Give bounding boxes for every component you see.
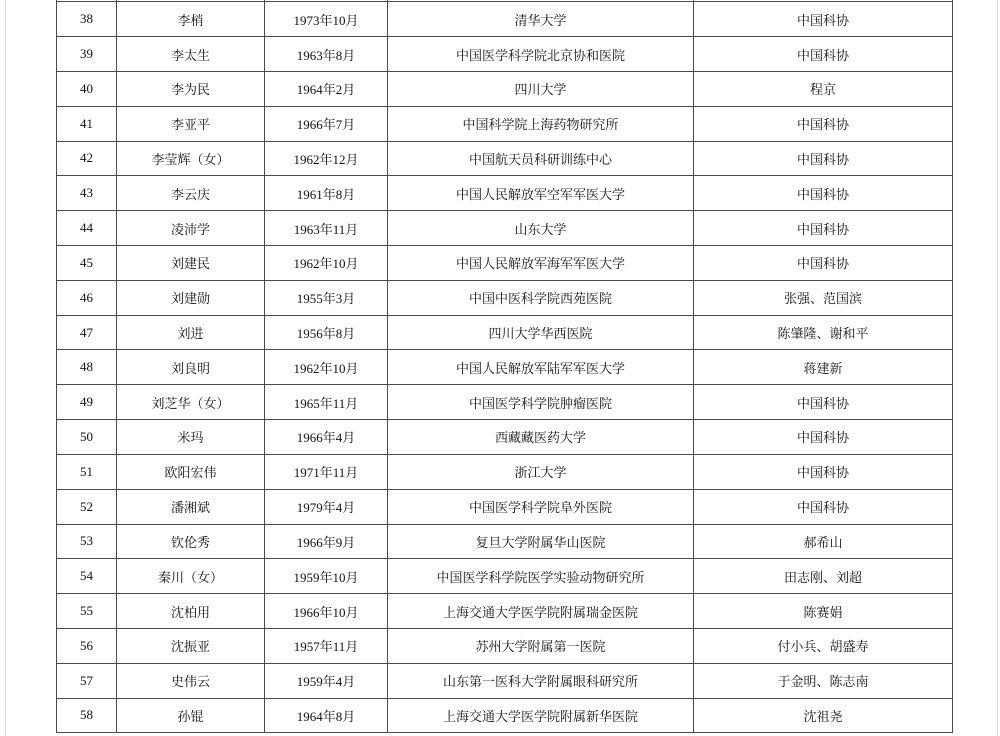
cell-nominator: 中国科协 xyxy=(694,37,953,72)
cell-nominator: 中国科协 xyxy=(694,211,953,246)
table-row xyxy=(57,698,953,733)
cell-index: 53 xyxy=(57,524,117,559)
cell-birth-date: 1973年10月 xyxy=(265,2,388,37)
cell-nominator: 蒋建新 xyxy=(694,350,953,385)
cell-index: 56 xyxy=(57,628,117,663)
cell-nominator: 中国科协 xyxy=(694,454,953,489)
cell-work-unit: 苏州大学附属第一医院 xyxy=(388,628,694,663)
cell-name: 凌沛学 xyxy=(117,211,265,246)
cell-name: 李云庆 xyxy=(117,176,265,211)
cell-name: 李梢 xyxy=(117,2,265,37)
cell-nominator: 郝希山 xyxy=(694,524,953,559)
candidates-table xyxy=(56,0,953,733)
cell-birth-date: 1966年4月 xyxy=(265,420,388,455)
cell-nominator: 中国科协 xyxy=(694,420,953,455)
cell-nominator: 中国科协 xyxy=(694,246,953,281)
table-row xyxy=(57,106,953,141)
table-row xyxy=(57,454,953,489)
cell-name: 沈振亚 xyxy=(117,628,265,663)
table-row xyxy=(57,211,953,246)
cell-index: 54 xyxy=(57,559,117,594)
cell-nominator: 付小兵、胡盛寿 xyxy=(694,628,953,663)
cell-birth-date: 1961年8月 xyxy=(265,176,388,211)
table-row xyxy=(57,385,953,420)
cell-work-unit: 中国医学科学院肿瘤医院 xyxy=(388,385,694,420)
cell-birth-date: 1965年11月 xyxy=(265,385,388,420)
cell-index: 45 xyxy=(57,246,117,281)
table-row xyxy=(57,420,953,455)
cell-index: 50 xyxy=(57,420,117,455)
cell-work-unit: 中国医学科学院医学实验动物研究所 xyxy=(388,559,694,594)
cell-work-unit: 西藏藏医药大学 xyxy=(388,420,694,455)
cell-name: 刘进 xyxy=(117,315,265,350)
cell-index: 55 xyxy=(57,594,117,629)
cell-work-unit: 浙江大学 xyxy=(388,454,694,489)
cell-birth-date: 1966年7月 xyxy=(265,106,388,141)
table-row xyxy=(57,628,953,663)
cell-work-unit: 复旦大学附属华山医院 xyxy=(388,524,694,559)
cell-name: 刘芝华（女） xyxy=(117,385,265,420)
cell-nominator: 中国科协 xyxy=(694,2,953,37)
cell-birth-date: 1956年8月 xyxy=(265,315,388,350)
cell-name: 秦川（女） xyxy=(117,559,265,594)
cell-work-unit: 中国医学科学院阜外医院 xyxy=(388,489,694,524)
cell-index: 42 xyxy=(57,141,117,176)
cell-index: 47 xyxy=(57,315,117,350)
cell-work-unit: 中国人民解放军陆军军医大学 xyxy=(388,350,694,385)
cell-work-unit: 上海交通大学医学院附属新华医院 xyxy=(388,698,694,733)
cell-birth-date: 1964年8月 xyxy=(265,698,388,733)
cell-name: 刘建勋 xyxy=(117,280,265,315)
cell-work-unit: 四川大学华西医院 xyxy=(388,315,694,350)
table-row xyxy=(57,37,953,72)
table-row xyxy=(57,663,953,698)
cell-birth-date: 1959年4月 xyxy=(265,663,388,698)
table-row xyxy=(57,176,953,211)
cell-index: 52 xyxy=(57,489,117,524)
table-row xyxy=(57,71,953,106)
cell-birth-date: 1962年10月 xyxy=(265,246,388,281)
table-row xyxy=(57,141,953,176)
cell-name: 李亚平 xyxy=(117,106,265,141)
cell-work-unit: 山东第一医科大学附属眼科研究所 xyxy=(388,663,694,698)
cell-nominator: 张强、范国滨 xyxy=(694,280,953,315)
cell-nominator: 于金明、陈志南 xyxy=(694,663,953,698)
cell-name: 李莹辉（女） xyxy=(117,141,265,176)
cell-birth-date: 1966年10月 xyxy=(265,594,388,629)
cell-work-unit: 中国科学院上海药物研究所 xyxy=(388,106,694,141)
cell-name: 李太生 xyxy=(117,37,265,72)
cell-work-unit: 中国人民解放军海军军医大学 xyxy=(388,246,694,281)
cell-index: 38 xyxy=(57,2,117,37)
cell-nominator: 陈肇隆、谢和平 xyxy=(694,315,953,350)
table-row xyxy=(57,524,953,559)
cell-birth-date: 1963年11月 xyxy=(265,211,388,246)
cell-birth-date: 1964年2月 xyxy=(265,71,388,106)
cell-name: 刘良明 xyxy=(117,350,265,385)
cell-birth-date: 1962年10月 xyxy=(265,350,388,385)
table-row xyxy=(57,2,953,37)
cell-index: 41 xyxy=(57,106,117,141)
cell-nominator: 中国科协 xyxy=(694,176,953,211)
cell-index: 39 xyxy=(57,37,117,72)
cell-index: 40 xyxy=(57,71,117,106)
cell-nominator: 陈赛娟 xyxy=(694,594,953,629)
table-row xyxy=(57,594,953,629)
cell-work-unit: 中国人民解放军空军军医大学 xyxy=(388,176,694,211)
cell-nominator: 程京 xyxy=(694,71,953,106)
table-row xyxy=(57,350,953,385)
table-row xyxy=(57,489,953,524)
cell-name: 孙锟 xyxy=(117,698,265,733)
cell-birth-date: 1971年11月 xyxy=(265,454,388,489)
cell-index: 51 xyxy=(57,454,117,489)
cell-name: 史伟云 xyxy=(117,663,265,698)
cell-nominator: 中国科协 xyxy=(694,489,953,524)
cell-birth-date: 1963年8月 xyxy=(265,37,388,72)
table-row xyxy=(57,315,953,350)
cell-name: 钦伦秀 xyxy=(117,524,265,559)
cell-birth-date: 1957年11月 xyxy=(265,628,388,663)
cell-index: 43 xyxy=(57,176,117,211)
cell-index: 44 xyxy=(57,211,117,246)
cell-nominator: 田志刚、刘超 xyxy=(694,559,953,594)
cell-name: 米玛 xyxy=(117,420,265,455)
cell-index: 57 xyxy=(57,663,117,698)
cell-work-unit: 中国医学科学院北京协和医院 xyxy=(388,37,694,72)
cell-birth-date: 1979年4月 xyxy=(265,489,388,524)
cell-name: 潘湘斌 xyxy=(117,489,265,524)
page-left-edge-line xyxy=(5,0,6,736)
cell-name: 沈柏用 xyxy=(117,594,265,629)
table-row xyxy=(57,280,953,315)
table-row xyxy=(57,246,953,281)
cell-nominator: 沈祖尧 xyxy=(694,698,953,733)
page-right-edge-line xyxy=(997,0,998,736)
cell-name: 欧阳宏伟 xyxy=(117,454,265,489)
cell-birth-date: 1966年9月 xyxy=(265,524,388,559)
cell-name: 李为民 xyxy=(117,71,265,106)
cell-index: 48 xyxy=(57,350,117,385)
cell-work-unit: 山东大学 xyxy=(388,211,694,246)
cell-work-unit: 中国中医科学院西苑医院 xyxy=(388,280,694,315)
cell-nominator: 中国科协 xyxy=(694,141,953,176)
cell-name: 刘建民 xyxy=(117,246,265,281)
cell-work-unit: 清华大学 xyxy=(388,2,694,37)
cell-birth-date: 1962年12月 xyxy=(265,141,388,176)
cell-index: 49 xyxy=(57,385,117,420)
cell-nominator: 中国科协 xyxy=(694,385,953,420)
cell-work-unit: 四川大学 xyxy=(388,71,694,106)
cell-work-unit: 中国航天员科研训练中心 xyxy=(388,141,694,176)
cell-work-unit: 上海交通大学医学院附属瑞金医院 xyxy=(388,594,694,629)
cell-index: 46 xyxy=(57,280,117,315)
cell-birth-date: 1959年10月 xyxy=(265,559,388,594)
table-row xyxy=(57,559,953,594)
cell-nominator: 中国科协 xyxy=(694,106,953,141)
cell-birth-date: 1955年3月 xyxy=(265,280,388,315)
cell-index: 58 xyxy=(57,698,117,733)
